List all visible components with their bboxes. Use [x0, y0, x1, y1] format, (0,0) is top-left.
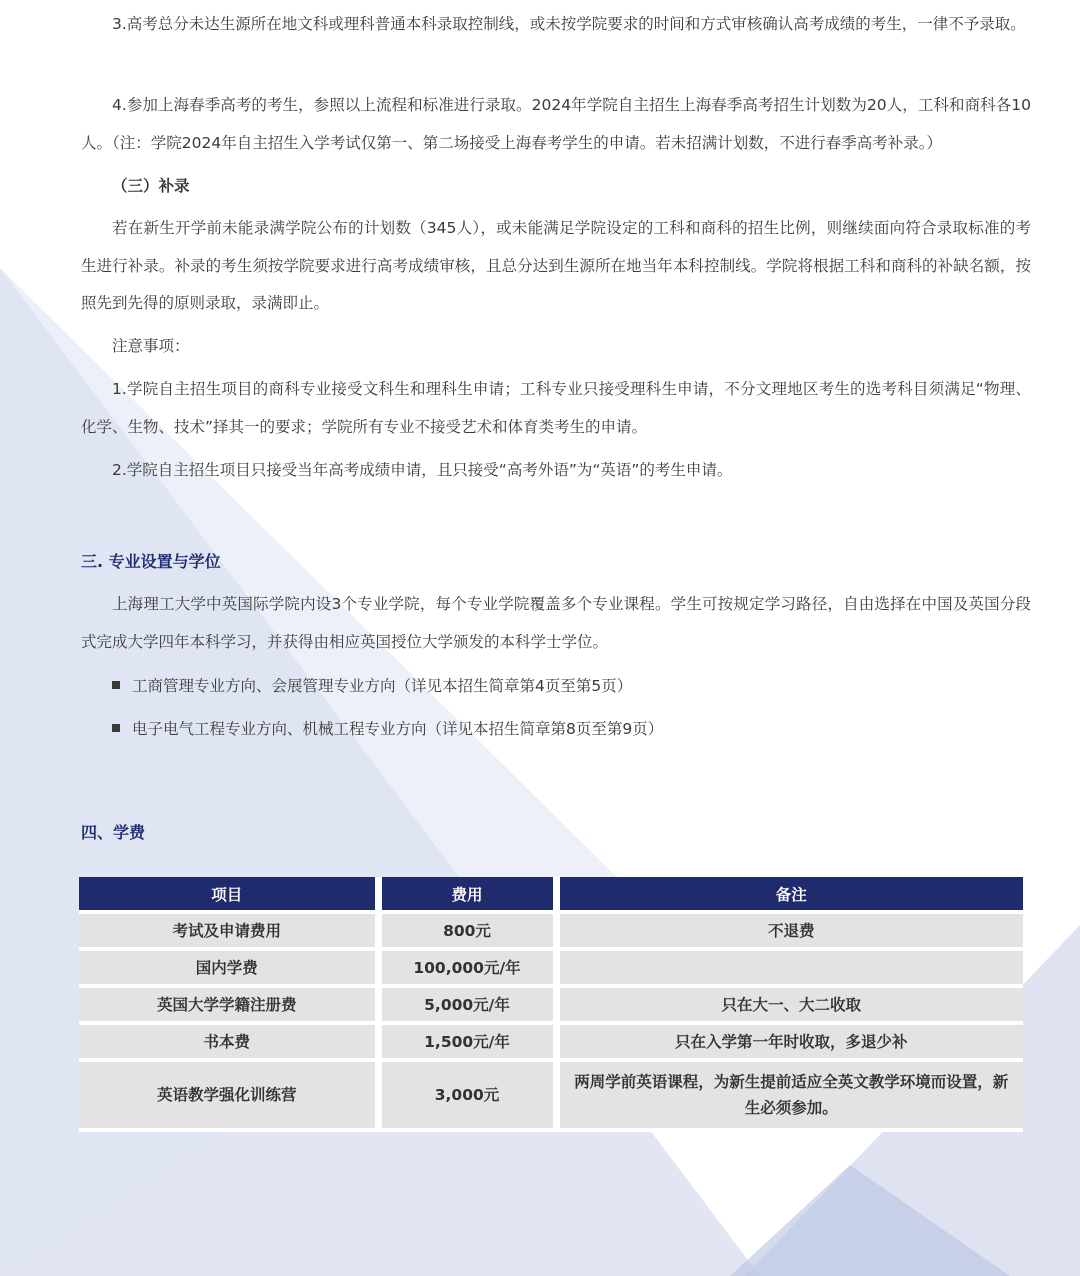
header-remark: 备注 — [556, 877, 1023, 912]
bullet-text: 电子电气工程专业方向、机械工程专业方向（详见本招生简章第8页至第9页） — [132, 720, 664, 738]
table-row — [79, 949, 1023, 986]
note-1: 1.学院自主招生项目的商科专业接受文科生和理科生申请；工科专业只接受理科生申请，不分文理地区考生的选考科目须满足“物理、化学、生物、技术”择其一的要求；学院所有专业不接受艺术和体育类考生的申请。 — [81, 380, 1031, 436]
table-row — [79, 1060, 1023, 1130]
cell-fee: 5,000元/年 — [378, 986, 556, 1023]
bullet-text: 工商管理专业方向、会展管理专业方向（详见本招生简章第4页至第5页） — [132, 677, 633, 695]
cell-fee: 800元 — [378, 912, 556, 949]
cell-remark: 不退费 — [556, 912, 1023, 949]
tuition-table — [79, 877, 1023, 1132]
cell-item: 考试及申请费用 — [79, 912, 378, 949]
table-row — [79, 912, 1023, 949]
table-row — [79, 986, 1023, 1023]
supplement-text: 若在新生开学前未能录满学院公布的计划数（345人），或未能满足学院设定的工科和商科的招生比例，则继续面向符合录取标准的考生进行补录。补录的考生须按学院要求进行高考成绩审核，且总分达到生源所在地当年本科控制线。学院将根据工科和商科的补缺名额，按照先到先得的原则录取，录满即止。 — [81, 219, 1031, 312]
table-row — [79, 1023, 1023, 1060]
list-item — [112, 717, 663, 741]
cell-item: 书本费 — [79, 1023, 378, 1060]
paragraph-3: 3.高考总分未达生源所在地文科或理科普通本科录取控制线，或未按学院要求的时间和方式审核确认高考成绩的考生，一律不予录取。 — [112, 15, 1026, 33]
note-2: 2.学院自主招生项目只接受当年高考成绩申请，且只接受“高考外语”为“英语”的考生申请。 — [112, 461, 733, 479]
cell-item: 英语教学强化训练营 — [79, 1060, 378, 1130]
cell-fee: 1,500元/年 — [378, 1023, 556, 1060]
cell-fee: 3,000元 — [378, 1060, 556, 1130]
cell-item: 国内学费 — [79, 949, 378, 986]
section-3-text: 上海理工大学中英国际学院内设3个专业学院，每个专业学院覆盖多个专业课程。学生可按规定学习路径，自由选择在中国及英国分段式完成大学四年本科学习，并获得由相应英国授位大学颁发的本科学士学位。 — [81, 595, 1031, 651]
paragraph-4: 4.参加上海春季高考的考生，参照以上流程和标准进行录取。2024年学院自主招生上海春季高考招生计划数为20人，工科和商科各10人。（注：学院2024年自主招生入学考试仅第一、第二场接受上海春考学生的申请。若未招满计划数，不进行春季高考补录。） — [81, 96, 1031, 152]
cell-remark: 两周学前英语课程，为新生提前适应全英文教学环境而设置，新生必须参加。 — [556, 1060, 1023, 1130]
cell-fee: 100,000元/年 — [378, 949, 556, 986]
square-bullet-icon — [112, 681, 120, 689]
supplement-heading: （三）补录 — [112, 177, 190, 195]
notes-heading: 注意事项： — [112, 337, 190, 355]
header-item: 项目 — [79, 877, 378, 912]
list-item — [112, 674, 632, 698]
cell-remark: 只在大一、大二收取 — [556, 986, 1023, 1023]
section-4-title: 四、学费 — [81, 823, 146, 842]
header-fee: 费用 — [378, 877, 556, 912]
square-bullet-icon — [112, 724, 120, 732]
cell-item: 英国大学学籍注册费 — [79, 986, 378, 1023]
cell-remark: 只在入学第一年时收取，多退少补 — [556, 1023, 1023, 1060]
cell-remark — [556, 949, 1023, 986]
section-3-title: 三. 专业设置与学位 — [81, 552, 221, 571]
table-header-row — [79, 877, 1023, 912]
